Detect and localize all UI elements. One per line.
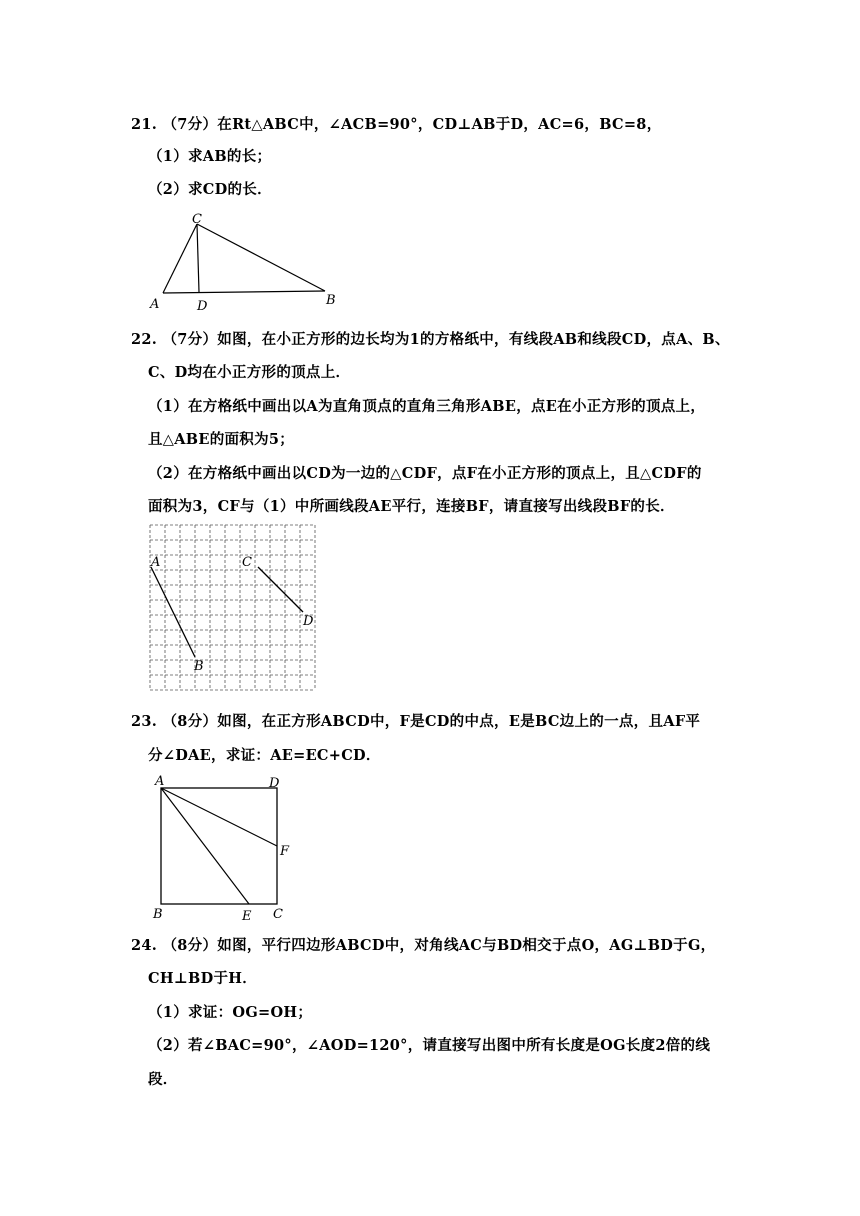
q22-grid-figure [145, 520, 330, 700]
square-grid [150, 525, 315, 690]
q23-line-2: 分∠DAE，求证：AE=EC+CD． [148, 747, 381, 764]
q21-part-2: （2）求CD的长． [148, 181, 272, 198]
q22-part-2: （2）在方格纸中画出以CD为一边的△CDF，点F在小正方形的顶点上，且△CDF的 [148, 465, 702, 482]
q23-label-f: F [280, 844, 290, 859]
q24-line-1: 24. （8分）如图，平行四边形ABCD中，对角线AC与BD相交于点O，AG⊥BD于G， [131, 937, 716, 954]
q24-part-2-cont: 段． [148, 1071, 178, 1088]
q21-part-1: （1）求AB的长； [148, 148, 272, 165]
q23-label-c: C [273, 907, 283, 922]
q22-label-a: A [151, 555, 161, 570]
q23-label-a: A [155, 774, 165, 789]
q22-label-b: B [194, 659, 204, 674]
q23-square-figure [145, 772, 305, 924]
q21-triangle-figure [140, 210, 350, 315]
q23-line-1: 23. （8分）如图，在正方形ABCD中，F是CD的中点，E是BC边上的一点，且AF平 [131, 713, 701, 730]
q21-line-1: 21. （7分）在Rt△ABC中，∠ACB=90°，CD⊥AB于D，AC=6，BC=8， [131, 116, 662, 133]
q22-part-2-cont: 面积为3，CF与（1）中所画线段AE平行，连接BF，请直接写出线段BF的长． [148, 498, 675, 515]
q21-label-d: D [197, 299, 208, 314]
q21-label-a: A [150, 297, 160, 312]
q24-part-2: （2）若∠BAC=90°，∠AOD=120°，请直接写出图中所有长度是OG长度2倍的线 [148, 1037, 711, 1054]
q23-label-e: E [242, 909, 252, 924]
q22-line-1: 22. （7分）如图，在小正方形的边长均为1的方格纸中，有线段AB和线段CD，点A、B、 [131, 331, 730, 348]
q22-part-1-cont: 且△ABE的面积为5； [148, 431, 295, 448]
q22-label-c: C [242, 555, 252, 570]
q21-label-b: B [326, 293, 336, 308]
q23-label-d: D [269, 776, 280, 791]
q21-label-c: C [192, 212, 202, 227]
q22-part-1: （1）在方格纸中画出以A为直角顶点的直角三角形ABE，点E在小正方形的顶点上， [148, 398, 706, 415]
q24-part-1: （1）求证：OG=OH； [148, 1004, 313, 1021]
q22-line-2: C、D均在小正方形的顶点上． [148, 364, 351, 381]
q24-line-2: CH⊥BD于H． [148, 970, 258, 987]
q22-label-d: D [303, 614, 314, 629]
q23-label-b: B [153, 907, 163, 922]
